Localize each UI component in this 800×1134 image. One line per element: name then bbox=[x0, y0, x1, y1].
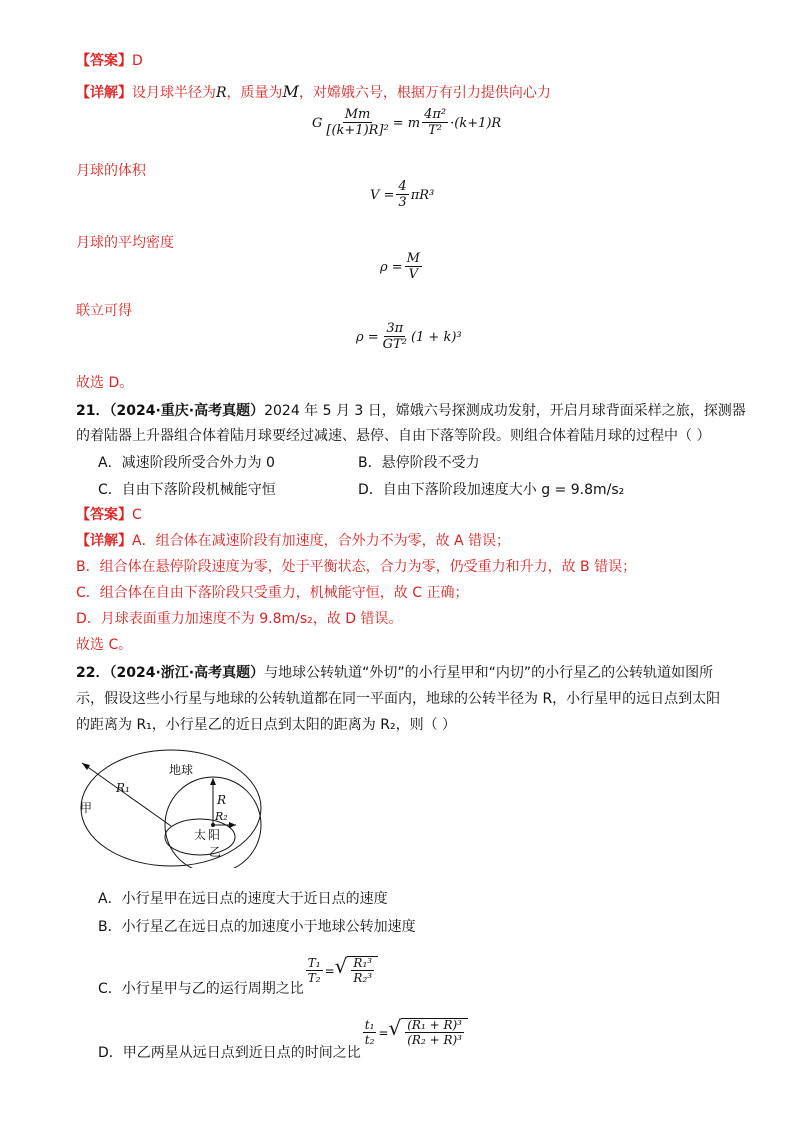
eq-num: t₁ bbox=[364, 1017, 375, 1032]
eq-fraction bbox=[396, 180, 408, 211]
stem-text: 与地球公转轨道“外切”的小行星甲和“内切”的小行星乙的公转轨道如图所 bbox=[264, 665, 714, 681]
label-sun-1: 太 bbox=[194, 828, 207, 842]
equation-gravity bbox=[312, 108, 501, 139]
question-source: （2024·重庆·高考真题） bbox=[109, 403, 265, 419]
q22-stem-line1 bbox=[76, 662, 713, 682]
equation-result bbox=[356, 322, 462, 353]
detail-tag: 【详解】 bbox=[76, 533, 132, 549]
eq-fraction bbox=[422, 108, 448, 139]
q21-detail-c: C．组合体在自由下落阶段只受重力，机械能守恒，故 C 正确； bbox=[76, 585, 469, 601]
option-math: g = 9.8m/s₂ bbox=[541, 482, 625, 498]
q21-option-c: C．自由下落阶段机械能守恒 bbox=[98, 482, 276, 498]
eq-num: R₁³ bbox=[353, 956, 373, 971]
eq-text: V = bbox=[370, 187, 395, 203]
eq-fraction bbox=[351, 957, 374, 986]
eq-num: 4 bbox=[398, 179, 407, 194]
question-source: （2024·浙江·高考真题） bbox=[109, 665, 265, 681]
eq-den: V bbox=[408, 267, 419, 283]
arrow-R-head bbox=[210, 778, 216, 785]
q22-option-d bbox=[98, 1004, 468, 1062]
orbit-figure bbox=[76, 738, 266, 868]
eq-text: = m bbox=[392, 115, 421, 131]
detail-text: ，质量为 bbox=[226, 85, 283, 101]
q21-detail-b: B．组合体在悬停阶段速度为零，处于平衡状态，合力为零，仍受重力和升力，故 B 错误； bbox=[76, 559, 637, 575]
detail-text: ，对嫦娥六号，根据万有引力提供向心力 bbox=[298, 85, 551, 101]
label-jia: 甲 bbox=[80, 801, 93, 815]
detail-text: A．组合体在减速阶段有加速度，合外力不为零，故 A 错误； bbox=[132, 533, 511, 549]
eq-den: T² bbox=[428, 123, 443, 139]
sqrt: √ $\frac{\text{R₁³}}{\text{R₂³}}$ bbox=[335, 956, 378, 986]
sqrt: √ $\frac{\text{(R₁ + R)³}}{\text{(R₂ + R)³}}$ bbox=[388, 1018, 468, 1048]
q22-option-a: A．小行星甲在远日点的速度大于近日点的速度 bbox=[98, 891, 388, 907]
combine-label: 联立可得 bbox=[76, 303, 132, 319]
eq-num: (R₁ + R)³ bbox=[407, 1018, 462, 1033]
question-number: 22． bbox=[76, 665, 110, 681]
answer-value: C bbox=[132, 507, 142, 523]
detail-tag: 【详解】 bbox=[76, 85, 132, 101]
volume-label: 月球的体积 bbox=[76, 163, 146, 179]
eq-text: G bbox=[312, 115, 323, 131]
density-label: 月球的平均密度 bbox=[76, 235, 174, 251]
answer-tag: 【答案】 bbox=[76, 507, 132, 523]
eq-num: 4π² bbox=[424, 107, 447, 122]
q21-stem-line2: 的着陆器上升器组合体着陆月球要经过减速、悬停、自由下落等阶段。则组合体着陆月球的过程中（ ） bbox=[76, 428, 711, 444]
label-yi: 乙 bbox=[209, 845, 222, 859]
eq-text: ·(k+1)R bbox=[450, 115, 502, 131]
sun-dot bbox=[211, 823, 215, 827]
eq-den: R₂³ bbox=[353, 971, 373, 986]
eq-text: πR³ bbox=[410, 187, 435, 203]
arrow-R2-head bbox=[229, 822, 236, 828]
label-sun-2: 阳 bbox=[208, 828, 221, 842]
q21-answer bbox=[76, 504, 142, 524]
eq-text: = bbox=[378, 1025, 389, 1040]
eq-num: 3π bbox=[386, 321, 404, 336]
label-R2: R₂ bbox=[215, 810, 228, 823]
answer-value: D bbox=[132, 53, 143, 69]
q21-stem-line1 bbox=[76, 400, 746, 420]
q20-conclusion: 故选 D。 bbox=[76, 375, 134, 391]
eq-fraction bbox=[324, 108, 390, 139]
eq-text: ρ = bbox=[380, 259, 403, 275]
q22-stem-line3: 的距离为 R₁，小行星乙的近日点到太阳的距离为 R₂，则（ ） bbox=[76, 717, 457, 733]
arrow-R1-head bbox=[82, 763, 90, 770]
eq-num: T₁ bbox=[307, 955, 321, 970]
q20-detail-line bbox=[76, 82, 551, 102]
eq-text: (1 + k)³ bbox=[410, 329, 462, 345]
eq-den: 3 bbox=[398, 195, 407, 211]
equation-density bbox=[380, 252, 424, 283]
detail-text: 设月球半径为 bbox=[132, 85, 216, 101]
eq-text: = bbox=[324, 963, 335, 978]
answer-tag: 【答案】 bbox=[76, 53, 132, 69]
eq-fraction bbox=[405, 252, 422, 283]
eq-den: GT² bbox=[382, 337, 407, 353]
eq-fraction bbox=[363, 1019, 377, 1048]
q21-conclusion: 故选 C。 bbox=[76, 637, 133, 653]
label-earth: 地球 bbox=[169, 763, 194, 777]
eq-fraction bbox=[306, 957, 323, 986]
q22-option-c bbox=[98, 944, 378, 998]
label-R1: R₁ bbox=[116, 781, 130, 795]
eq-den: T₂ bbox=[307, 970, 321, 985]
eq-den: t₂ bbox=[364, 1032, 375, 1047]
option-text: D．甲乙两星从远日点到近日点的时间之比 bbox=[98, 1045, 361, 1061]
q20-answer bbox=[76, 50, 143, 70]
eq-den: (R₂ + R)³ bbox=[407, 1033, 462, 1048]
option-text: D．自由下落阶段加速度大小 bbox=[358, 482, 542, 498]
var-M: M bbox=[282, 82, 299, 101]
eq-fraction bbox=[381, 322, 409, 353]
q21-detail-d: D．月球表面重力加速度不为 9.8m/s₂，故 D 错误。 bbox=[76, 611, 403, 627]
eq-num: Mm bbox=[344, 107, 371, 122]
q22-option-b: B．小行星乙在远日点的加速度小于地球公转加速度 bbox=[98, 919, 416, 935]
q21-detail-a bbox=[76, 530, 510, 550]
var-R: R bbox=[216, 85, 227, 101]
stem-text: 2024 年 5 月 3 日，嫦娥六号探测成功发射，开启月球背面采样之旅，探测器 bbox=[264, 403, 746, 419]
eq-fraction bbox=[405, 1019, 464, 1048]
q22-stem-line2: 示，假设这些小行星与地球的公转轨道都在同一平面内，地球的公转半径为 R，小行星甲的远日点到太阳 bbox=[76, 691, 721, 707]
eq-num: M bbox=[406, 251, 420, 266]
q21-option-d bbox=[358, 479, 624, 499]
question-number: 21． bbox=[76, 403, 110, 419]
label-R: R bbox=[217, 793, 227, 807]
option-d-formula bbox=[361, 1018, 468, 1048]
eq-den: [(k+1)R]² bbox=[326, 123, 389, 139]
q21-option-a: A．减速阶段所受合外力为 0 bbox=[98, 455, 275, 471]
equation-volume bbox=[370, 180, 434, 211]
option-c-formula bbox=[304, 956, 378, 986]
option-text: C．小行星甲与乙的运行周期之比 bbox=[98, 981, 304, 997]
q21-option-b: B．悬停阶段不受力 bbox=[358, 455, 480, 471]
eq-text: ρ = bbox=[356, 329, 379, 345]
